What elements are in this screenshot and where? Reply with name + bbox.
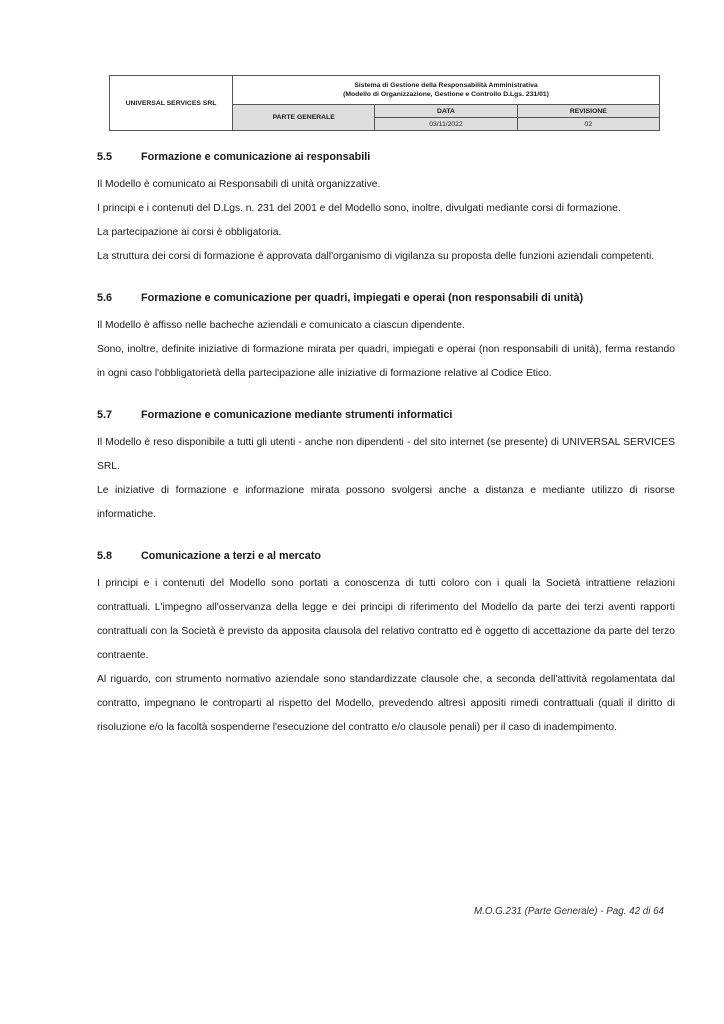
section-title: Formazione e comunicazione mediante strumenti informatici xyxy=(141,409,453,421)
paragraph: I principi e i contenuti del D.Lgs. n. 231 del 2001 e del Modello sono, inoltre, divulgati mediante corsi di formazione. xyxy=(97,203,621,214)
section-number: 5.8 xyxy=(97,550,113,562)
section-title: Formazione e comunicazione per quadri, impiegati e operai (non responsabili di unità) xyxy=(141,292,584,304)
company-name-text: UNIVERSAL SERVICES SRL xyxy=(125,99,217,107)
section-5-6 xyxy=(97,292,675,386)
section-heading xyxy=(97,409,675,431)
paragraph: La struttura dei corsi di formazione è approvata dall'organismo di vigilanza su proposta delle funzioni aziendali competenti. xyxy=(97,251,655,262)
paragraph: Il Modello è reso disponibile a tutti gli utenti - anche non dipendenti - del sito internet (se presente) di UNIVERSAL SERVICES SRL. xyxy=(97,437,675,472)
paragraph: La partecipazione ai corsi è obbligatoria. xyxy=(97,227,282,238)
system-title-line1: Sistema di Gestione della Responsabilità Amministrativa xyxy=(354,82,538,89)
section-5-7 xyxy=(97,409,675,527)
section-5-8 xyxy=(97,550,675,740)
date-value: 03/11/2022 xyxy=(375,118,517,131)
paragraph: Il Modello è comunicato ai Responsabili di unità organizzative. xyxy=(97,179,381,190)
section-heading xyxy=(97,292,675,314)
paragraph: Al riguardo, con strumento normativo aziendale sono standardizzate clausole che, a seconda dell'attività regolamentata dal contratto, impegnano le controparti al rispetto del Modello, prevedendo altresì appositi rimedi contrattuali (quali il diritto di risoluzione e/o la facoltà sospenderne l'esecuzione del contratto e/o clausole penali) per il caso di inadempimento. xyxy=(97,674,675,733)
date-label: DATA xyxy=(375,105,517,118)
section-heading xyxy=(97,550,675,572)
section-title: Formazione e comunicazione ai responsabili xyxy=(141,151,371,163)
paragraph: Sono, inoltre, definite iniziative di formazione mirata per quadri, impiegati e operai (non responsabili di unità), ferma restando in ogni caso l'obbligatorietà della partecipazione alle iniziative di formazione relative al Codice Etico. xyxy=(97,344,675,379)
section-number: 5.6 xyxy=(97,292,113,304)
paragraph: I principi e i contenuti del Modello sono portati a conoscenza di tutti coloro con i quali la Società intrattiene relazioni contrattuali. L'impegno all'osservanza della legge e dei principi di riferimento del Modello da parte dei terzi aventi rapporti contrattuali con la Società è previsto da apposita clausola del relativo contratto ed è oggetto di accettazione da parte del terzo contraente. xyxy=(97,578,675,661)
section-title: Comunicazione a terzi e al mercato xyxy=(141,550,322,562)
section-heading xyxy=(97,151,675,173)
revision-value: 02 xyxy=(517,118,659,131)
system-title-line2: (Modello di Organizzazione, Gestione e Controllo D.Lgs. 231/01) xyxy=(343,91,549,98)
section-5-5 xyxy=(97,151,675,269)
management-system-title xyxy=(233,76,660,105)
page-footer: M.O.G.231 (Parte Generale) - Pag. 42 di 64 xyxy=(473,906,664,917)
section-number: 5.5 xyxy=(97,151,113,163)
part-label-text: PARTE GENERALE xyxy=(272,114,335,121)
document-body xyxy=(97,151,675,740)
part-label xyxy=(233,105,375,131)
paragraph: Le iniziative di formazione e informazione mirata possono svolgersi anche a distanza e mediante utilizzo di risorse informatiche. xyxy=(97,485,675,520)
paragraph: Il Modello è affisso nelle bacheche aziendali e comunicato a ciascun dipendente. xyxy=(97,320,465,331)
revision-label: REVISIONE xyxy=(517,105,659,118)
section-number: 5.7 xyxy=(97,409,113,421)
document-header-table xyxy=(109,75,660,131)
company-name xyxy=(110,76,233,131)
